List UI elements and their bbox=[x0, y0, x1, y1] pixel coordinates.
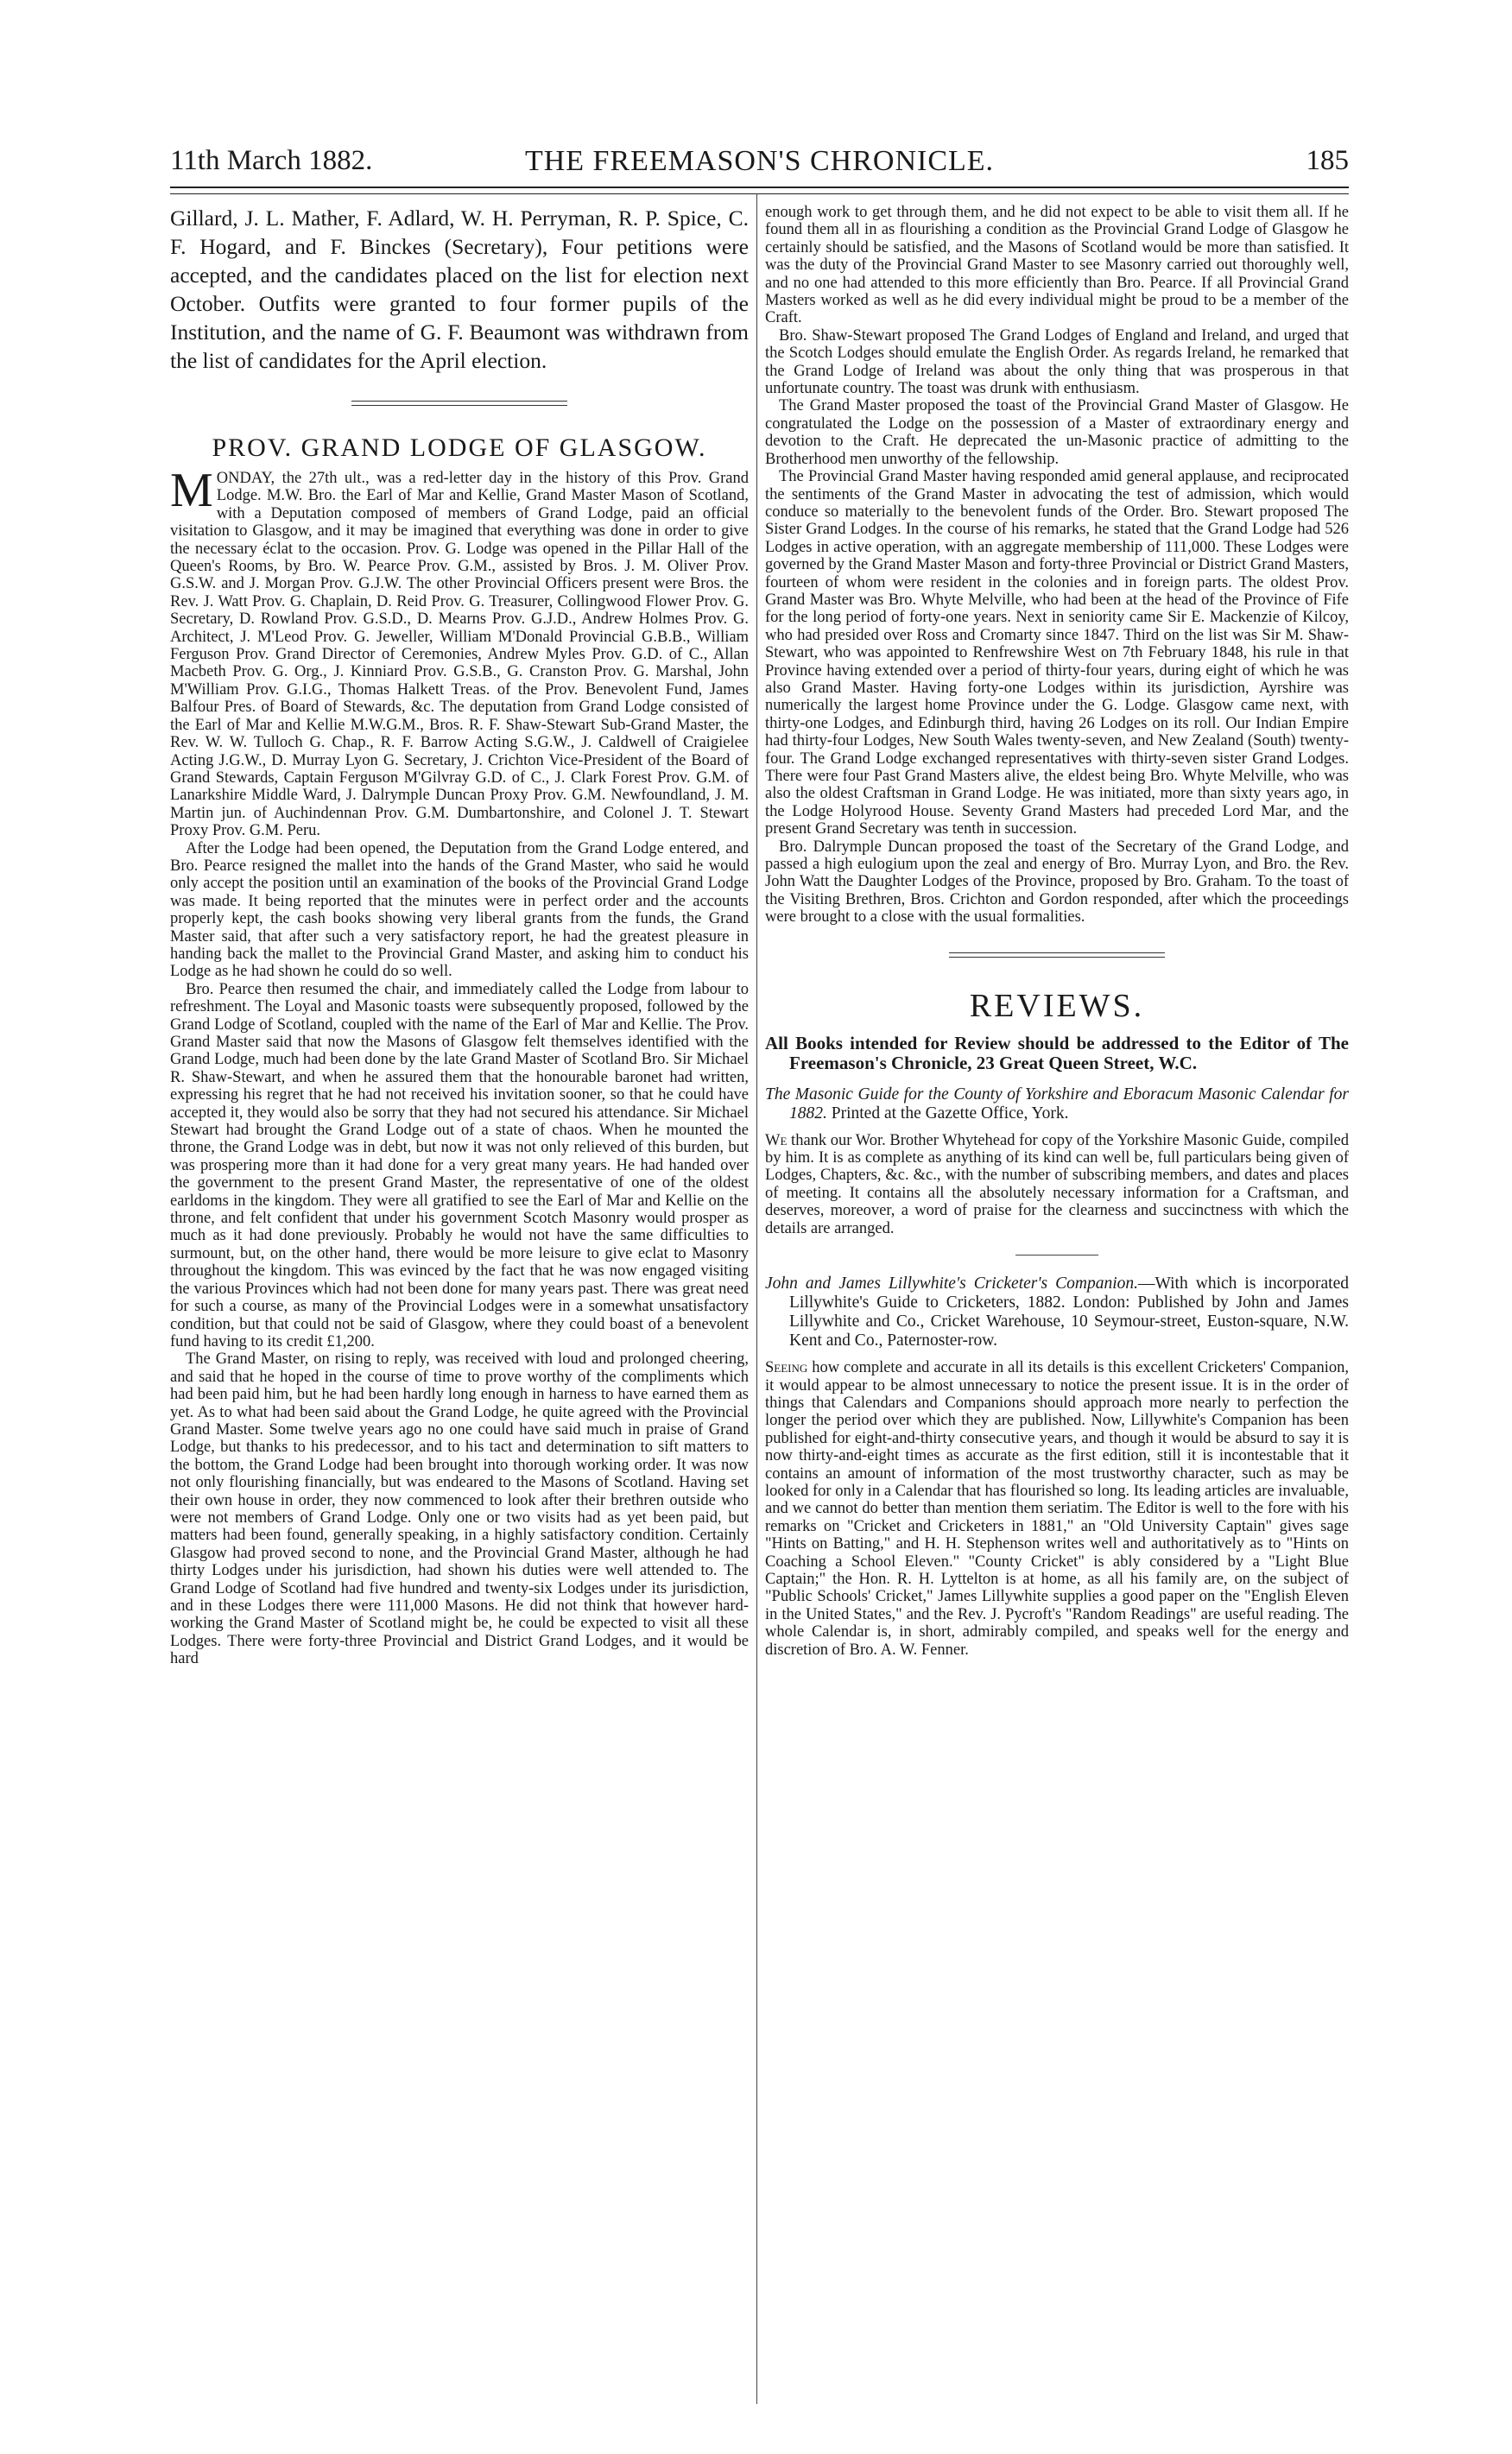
reviews-notice: All Books intended for Review should be addressed to the Editor of The Freemason's Chronicle, 23 Great Queen Street, W.C. bbox=[765, 1032, 1349, 1073]
review-2-body: Seeing how complete and accurate in all its details is this excellent Cricketers' Companion, it would appear to be almost unnecessary to notice the present issue. It is in the order of things that Calendars and Companions should approach more nearly to perfection the longer the period over which they are published. Now, Lillywhite's Companion has been published for eight-and-thirty consecutive years, and though it would be absurd to say it is now thirty-and-eight times as accurate as the first edition, still it is incontestable that it contains an amount of information of the most trustworthy character, such as may be looked for only in a Calendar that has flourished so long. Its leading articles are invaluable, and we cannot do better than mention them seriatim. The Editor is well to the fore with his remarks on "Cricket and Cricketers in 1881," an "Old University Captain" gives sage "Hints on Batting," and H. H. Stephenson writes well and authoritatively as to "Hints on Coaching a School Eleven." "County Cricket" is ably considered by a "Light Blue Captain;" the Hon. R. H. Lyttelton is at home, as all his family are, on the subject of "Public Schools' Cricket," James Lillywhite supplies a good paper on the "English Eleven in the United States," and the Rev. J. Pycroft's "Random Readings" are useful reading. The whole Calendar is, in short, admirably compiled, and speaks well for the energy and discretion of Bro. A. W. Fenner. bbox=[765, 1359, 1349, 1659]
section-separator bbox=[170, 390, 749, 425]
glasgow-heading: PROV. GRAND LODGE OF GLASGOW. bbox=[212, 433, 707, 462]
left-column bbox=[170, 204, 749, 1668]
continued-paragraph: Gillard, J. L. Mather, F. Adlard, W. H. Perryman, R. P. Spice, C. F. Hogard, and F. Binckes (Secretary), Four petitions were accepted, and the candidates placed on the list for election next October. Outfits were granted to four former pupils of the Institution, and the name of G. F. Beaumont was withdrawn from the list of candidates for the April election. bbox=[170, 206, 749, 373]
review-2-title: John and James Lillywhite's Cricketer's Companion.—With which is incorporated Lillywhite's Guide to Cricketers, 1882. London: Published by John and James Lillywhite and Co., Cricket Warehouse, 10 Seymour-street, Euston-square, N.W. Kent and Co., Paternoster-row. bbox=[765, 1274, 1349, 1350]
issue-date: 11th March 1882. bbox=[170, 145, 373, 176]
glasgow-paragraph-4: The Grand Master, on rising to reply, was received with loud and prolonged cheering, and said that he hoped in the course of time to prove worthy of the compliments which had been paid him, but he had been hardly long enough in harness to have earned them as yet. As to what had been said about the Grand Lodge, he quite agreed with the Provincial Grand Master. Some twelve years ago no one could have said much in praise of Grand Lodge, but thanks to his predecessor, and to his tact and determination to sift matters to the bottom, the Grand Lodge had been brought into thorough working order. It was now not only flourishing financially, but was endeared to the Masons of Scotland. Having set their own house in order, they now commenced to look after their brethren outside who were not members of Grand Lodge. Only one or two visits had as yet been paid, but matters had been found, generally speaking, in a highly satisfactory condition. Certainly Glasgow had proved second to none, and the Provincial Grand Master, although he had thirty Lodges under his jurisdiction, had shown his duties were well attended to. The Grand Lodge of Scotland had five hundred and twenty-six Lodges under its jurisdiction, and in these Lodges there were 111,000 Masons. He did not think that however hard-working the Grand Master of Scotland might be, he could be expected to visit all these Lodges. There were forty-three Provincial and District Grand Lodges, and it would be hard bbox=[170, 1350, 749, 1668]
header-rule bbox=[170, 187, 1349, 194]
glasgow-paragraph-2: After the Lodge had been opened, the Deputation from the Grand Lodge entered, and Bro. Pearce resigned the mallet into the hands of the Grand Master, who said he would only accept the position until an examination of the books of the Provincial Grand Lodge was made. It being reported that the minutes were in perfect order and the accounts properly kept, the cash books showing very liberal grants from the funds, the Grand Master said, that after such a very satisfactory report, he had the greatest pleasure in handing back the mallet to the Provincial Grand Master, and asking him to conduct his Lodge as he had shown he could do so well. bbox=[170, 839, 749, 981]
section-separator-right bbox=[765, 942, 1349, 977]
toast-paragraph-2: The Grand Master proposed the toast of the Provincial Grand Master of Glasgow. He congratulated the Lodge on the possession of a Master of extraordinary energy and devotion to the Craft. He deprecated the un-Masonic practice of admitting to the Brotherhood men unworthy of the fellowship. bbox=[765, 397, 1349, 468]
glasgow-paragraph-3: Bro. Pearce then resumed the chair, and immediately called the Lodge from labour to refreshment. The Loyal and Masonic toasts were subsequently proposed, followed by the Grand Lodge of Scotland, coupled with the name of the Earl of Mar and Kellie. The Prov. Grand Master said that now the Masons of Glasgow felt themselves identified with the Grand Lodge, much had been done by the late Grand Master of Scotland Bro. Sir Michael R. Shaw-Stewart, and when he assured them that the honourable baronet had written, expressing his regret that he had not received his invitation sooner, so that he could have accepted it, they would also be sorry that they had not secured his attendance. Sir Michael Stewart had brought the Grand Lodge out of a state of chaos. When he mounted the throne, the Grand Lodge was in debt, but now it was not only relieved of this burden, but was prospering more than it had done for a very great many years. He had handed over the government to the present Grand Master, the representative of one of the oldest earldoms in the kingdom. They were all gratified to see the Earl of Mar and Kellie on the throne, and felt confident that under his government Scotch Masonry would prosper as much as it had done previously. Probably he would not have the same difficulties to surmount, but, on the other hand, there would be more leisure to give eclat to Masonry throughout the kingdom. This was evinced by the fact that he was now engaged visiting the various Provinces which had not been done for many years past. There was great need for such a course, as many of the Provincial Lodges were in a somewhat unsatisfactory condition, but that could not be said of Glasgow, where they could boast of a benevolent fund having to its credit £1,200. bbox=[170, 980, 749, 1350]
right-column bbox=[765, 204, 1349, 1659]
toast-paragraph-3: The Provincial Grand Master having responded amid general applause, and reciprocated the sentiments of the Grand Master in advocating the test of admission, which would conduce so materially to the benevolent funds of the Order. Bro. Stewart proposed The Sister Grand Lodges. In the course of his remarks, he stated that the Grand Lodge had 526 Lodges in active operation, with an aggregate membership of 111,000. These Lodges were governed by the Grand Master Mason and forty-three Provincial or District Grand Masters, fourteen of whom were resident in the colonies and in foreign parts. The oldest Prov. Grand Master was Bro. Whyte Melville, who had been at the head of the Province of Fife for the long period of forty-one years. Next in seniority came Sir E. Mackenzie of Kilcoy, who had presided over Ross and Cromarty since 1847. Third on the list was Sir M. Shaw-Stewart, who was appointed to Renfrewshire West on 7th February 1848, his rule in that Province having extended over a period of thirty-four years, during eight of which he was also Grand Master. Having forty-one Lodges within its jurisdiction, Ayrshire was numerically the largest home Province under the G. Lodge. Glasgow came next, with thirty-one Lodges, and Edinburgh third, having 26 Lodges on its roll. Our Indian Empire had thirty-four Lodges, New South Wales twenty-seven, and New Zealand (South) twenty-four. The Grand Lodge exchanged representatives with thirty-seven sister Grand Lodges. There were four Past Grand Masters alive, the eldest being Bro. Whyte Melville, who was also the oldest Craftsman in Grand Lodge. He was initiated, more than sixty years ago, in the Lodge Holyrood House. Seventy Grand Masters had preceded Lord Mar, and the present Grand Secretary was tenth in succession. bbox=[765, 468, 1349, 838]
review-1-body: We thank our Wor. Brother Whytehead for copy of the Yorkshire Masonic Guide, compiled by him. It is as complete as anything of its kind can well be, full particulars being given of Lodges, Chapters, &c. &c., with the number of subscribing members, and dates and places of meeting. It contains all the absolutely necessary information for a Craftsman, and deserves, moreover, a word of praise for the clearness and succinctness with which the details are arranged. bbox=[765, 1131, 1349, 1237]
page-header bbox=[170, 145, 1349, 185]
toast-paragraph-4: Bro. Dalrymple Duncan proposed the toast of the Secretary of the Grand Lodge, and passed a high eulogium upon the zeal and energy of Bro. Murray Lyon, and Bro. the Rev. John Watt the Daughter Lodges of the Province, proposed by Bro. Graham. To the toast of the Visiting Brethren, Bros. Crichton and Gordon responded, after which the proceedings were brought to a close with the usual formalities. bbox=[765, 838, 1349, 927]
review-1-title: The Masonic Guide for the County of Yorkshire and Eboracum Masonic Calendar for 1882. Printed at the Gazette Office, York. bbox=[765, 1085, 1349, 1123]
glasgow-first-paragraph: MONDAY, the 27th ult., was a red-letter day in the history of this Prov. Grand Lodge. M.W. Bro. the Earl of Mar and Kellie, Grand Master Mason of Scotland, with a Deputation composed of members of Grand Lodge, paid an official visitation to Glasgow, and it may be imagined that everything was done in order to give the necessary éclat to the occasion. Prov. G. Lodge was opened in the Pillar Hall of the Queen's Rooms, by Bro. W. Pearce Prov. G.M., assisted by Bros. J. M. Oliver Prov. G.S.W. and J. Morgan Prov. G.J.W. The other Provincial Officers present were Bros. the Rev. J. Watt Prov. G. Chaplain, D. Reid Prov. G. Treasurer, Collingwood Flower Prov. G. Secretary, D. Rowland Prov. G.S.D., D. Mearns Prov. G.J.D., Andrew Holmes Prov. G. Architect, J. M'Leod Prov. G. Jeweller, William M'Donald Provincial G.B.B., William Ferguson Prov. Grand Director of Ceremonies, Andrew Myles Prov. G.D. of C., Allan Macbeth Prov. G. Org., J. Kinniard Prov. G.S.B., G. Cranston Prov. G. Marshal, John M'William Prov. G.I.G., Thomas Halkett Treas. of the Prov. Benevolent Fund, James Balfour Pres. of Board of Stewards, &c. The deputation from Grand Lodge consisted of the Earl of Mar and Kellie M.W.G.M., Bros. R. F. Shaw-Stewart Sub-Grand Master, the Rev. W. W. Tulloch G. Chap., R. F. Barrow Acting S.G.W., J. Caldwell of Craigielee Acting J.G.W., D. Murray Lyon G. Secretary, J. Crichton Vice-President of the Board of Grand Stewards, Captain Ferguson M'Gilvray G.D. of C., J. Clark Forest Prov. G.M. of Lanarkshire Middle Ward, J. Dalrymple Duncan Proxy Prov. G.M. Newfoundland, J. M. Martin jun. of Auchindennan Prov. G.M. Dumbartonshire, and Colonel J. T. Stewart Proxy Prov. G.M. Peru. bbox=[170, 464, 749, 840]
page-number: 185 bbox=[1306, 145, 1349, 176]
continued-text: enough work to get through them, and he did not expect to be able to visit them all. If he found them all in as flourishing a condition as the Provincial Grand Lodge of Glasgow he certainly should be satisfied, and the Masons of Scotland would be more than satisfied. It was the duty of the Provincial Grand Master to see Masonry carried out thoroughly well, and no one had attended to this more efficiently than Bro. Pearce. If all Provincial Grand Masters worked as well as he did every individual might be proud to be a member of the Craft. bbox=[765, 204, 1349, 327]
column-divider bbox=[756, 193, 757, 2404]
toast-paragraph-1: Bro. Shaw-Stewart proposed The Grand Lodges of England and Ireland, and urged that the Scotch Lodges should emulate the English Order. As regards Ireland, he remarked that the Grand Lodge of Ireland was about the only thing that was prosperous in that unfortunate country. The toast was drunk with enthusiasm. bbox=[765, 326, 1349, 398]
drop-cap: M bbox=[170, 464, 213, 517]
masthead-title: THE FREEMASON'S CHRONICLE. bbox=[524, 145, 995, 177]
reviews-heading: REVIEWS. bbox=[969, 987, 1145, 1024]
